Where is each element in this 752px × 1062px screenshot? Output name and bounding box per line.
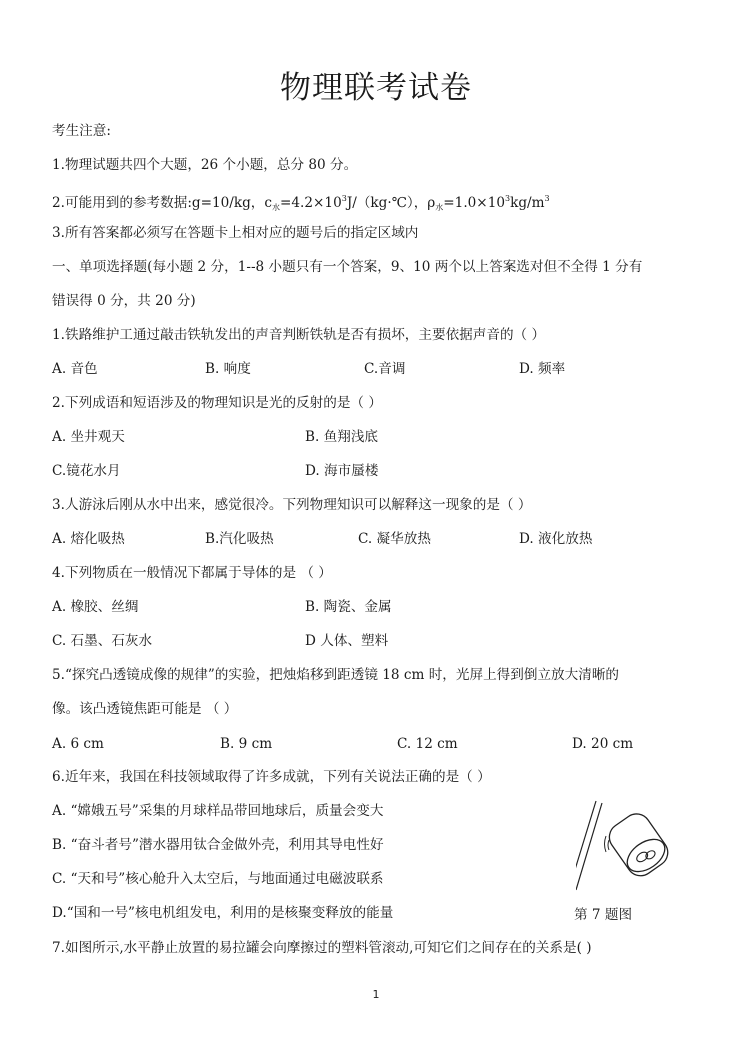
exam-title: 物理联考试卷 bbox=[280, 70, 472, 106]
question-3-option-d: D. 液化放热 bbox=[519, 531, 593, 547]
question-3-option-b: B.汽化吸热 bbox=[205, 531, 274, 547]
plastic-tube-line-2 bbox=[576, 803, 602, 890]
question-1-option-b: B. 响度 bbox=[205, 361, 251, 377]
question-6-option-a: A. “嫦娥五号”采集的月球样品带回地球后，质量会变大 bbox=[52, 803, 384, 819]
question-1-option-d: D. 频率 bbox=[519, 361, 566, 377]
question-2-stem: 2.下列成语和短语涉及的物理知识是光的反射的是（ ） bbox=[52, 395, 382, 411]
question-3-option-c: C. 凝华放热 bbox=[358, 531, 431, 547]
question-5-option-a: A. 6 cm bbox=[52, 736, 104, 752]
question-3-option-a: A. 熔化吸热 bbox=[52, 531, 125, 547]
question-6-option-c: C. “天和号”核心舱升入太空后，与地面通过电磁波联系 bbox=[52, 871, 384, 887]
question-5-stem: 5.“探究凸透镜成像的规律”的实验，把烛焰移到距透镜 18 cm 时，光屏上得到倒立放大清晰的 bbox=[52, 667, 620, 683]
motion-mark-icon bbox=[605, 836, 610, 852]
notice-item-3: 3.所有答案都必须写在答题卡上相对应的题号后的指定区域内 bbox=[52, 225, 419, 241]
question-4-option-c: C. 石墨、石灰水 bbox=[52, 633, 153, 649]
plastic-tube-line-1 bbox=[576, 801, 596, 886]
question-7-figure bbox=[576, 796, 676, 896]
figure-caption: 第 7 题图 bbox=[574, 907, 633, 923]
question-5-option-d: D. 20 cm bbox=[572, 736, 634, 752]
soda-can-icon bbox=[604, 808, 673, 881]
question-3-stem: 3.人游泳后刚从水中出来，感觉很冷。下列物理知识可以解释这一现象的是（ ） bbox=[52, 497, 532, 513]
notice-item-2: 2.可能用到的参考数据:g=10/kg，$c_水=4.2\times 10^3J/(kg\cdot℃)$，$\rho_水=1.0\times 10^3kg/m^3$ bbox=[52, 194, 550, 212]
question-1-stem: 1.铁路维护工通过敲击铁轨发出的声音判断铁轨是否有损坏，主要依据声音的（ ） bbox=[52, 327, 546, 343]
question-4-option-d: D 人体、塑料 bbox=[305, 633, 389, 649]
question-4-option-a: A. 橡胶、丝绸 bbox=[52, 599, 139, 615]
question-4-option-b: B. 陶瓷、金属 bbox=[305, 599, 392, 615]
notice-item-1: 1.物理试题共四个大题，26 个小题，总分 80 分。 bbox=[52, 157, 358, 173]
notice-heading: 考生注意: bbox=[52, 123, 111, 139]
section-1-heading: 一、单项选择题(每小题 2 分，1--8 小题只有一个答案，9、10 两个以上答案选对但不全得 1 分有 bbox=[52, 259, 643, 275]
question-5-option-b: B. 9 cm bbox=[220, 736, 273, 752]
question-6-option-b: B. “奋斗者号”潜水器用钛合金做外壳，利用其导电性好 bbox=[52, 837, 384, 853]
question-5-stem-cont: 像。该凸透镜焦距可能是 （ ） bbox=[52, 701, 238, 717]
question-2-option-b: B. 鱼翔浅底 bbox=[305, 429, 379, 445]
question-5-option-c: C. 12 cm bbox=[397, 736, 458, 752]
question-2-option-d: D. 海市蜃楼 bbox=[305, 463, 379, 479]
question-2-option-c: C.镜花水月 bbox=[52, 463, 121, 479]
section-1-heading-cont: 错误得 0 分，共 20 分) bbox=[52, 293, 196, 309]
question-6-stem: 6.近年来，我国在科技领域取得了许多成就，下列有关说法正确的是（ ） bbox=[52, 769, 491, 785]
question-7-stem: 7.如图所示,水平静止放置的易拉罐会向摩擦过的塑料管滚动,可知它们之间存在的关系是( ) bbox=[52, 940, 592, 956]
question-6-option-d: D.“国和一号”核电机组发电，利用的是核聚变释放的能量 bbox=[52, 905, 394, 921]
question-1-option-c: C.音调 bbox=[364, 361, 406, 377]
question-1-option-a: A. 音色 bbox=[52, 361, 98, 377]
page-number: 1 bbox=[372, 988, 380, 1001]
question-2-option-a: A. 坐井观天 bbox=[52, 429, 125, 445]
question-4-stem: 4.下列物质在一般情况下都属于导体的是 （ ） bbox=[52, 565, 332, 581]
